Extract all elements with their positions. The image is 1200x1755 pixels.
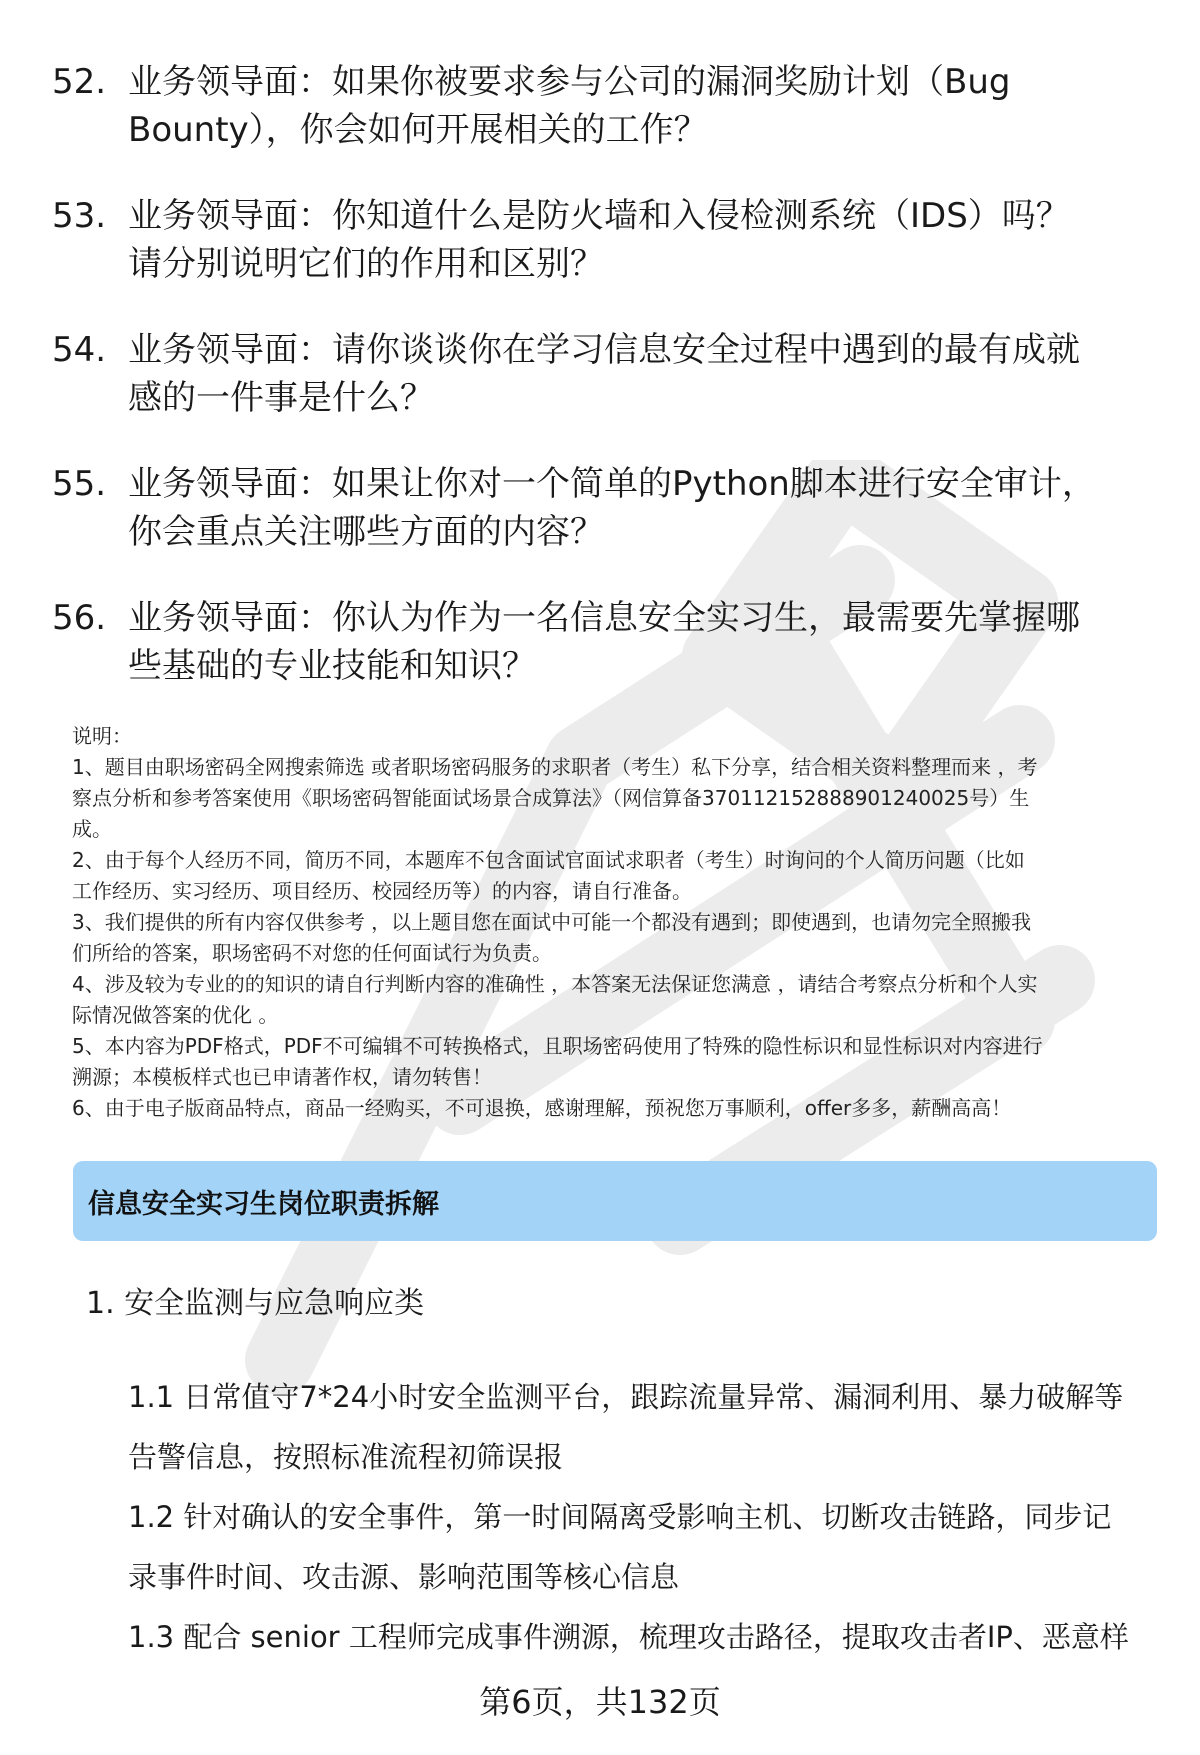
question-text-line: 业务领导面：如果让你对一个简单的Python脚本进行安全审计， [128,464,1096,504]
question-item [52,460,1152,556]
question-item [52,58,1152,154]
notes-line: 工作经历、实习经历、项目经历、校园经历等）的内容，请自行准备。 [72,879,692,903]
question-item [52,326,1152,422]
notes-line: 4、涉及较为专业的的知识的请自行判断内容的准确性 ，本答案无法保证您满意 ，请结合考察点分析和个人实 [72,972,1038,996]
duty-line: 录事件时间、攻击源、影响范围等核心信息 [128,1560,680,1594]
question-number: 52. [52,62,107,102]
question-number: 56. [52,598,107,638]
question-text-line: 业务领导面：请你谈谈你在学习信息安全过程中遇到的最有成就 [128,330,1080,370]
question-text-line: 请分别说明它们的作用和区别？ [128,244,604,284]
question-text-line: 你会重点关注哪些方面的内容？ [128,512,604,552]
question-list [52,58,1152,728]
question-number: 55. [52,464,107,504]
question-item [52,192,1152,288]
question-text-line: 业务领导面：你认为作为一名信息安全实习生，最需要先掌握哪 [128,598,1080,638]
notes-line: 溯源；本模板样式也已申请著作权，请勿转售！ [72,1065,492,1089]
notes-line: 察点分析和参考答案使用《职场密码智能面试场景合成算法》（网信算备370112152888901240025号）生 [72,786,1030,810]
notes-line: 3、我们提供的所有内容仅供参考 ，以上题目您在面试中可能一个都没有遇到；即使遇到，也请勿完全照搬我 [72,910,1032,934]
question-text-line: Bounty），你会如何开展相关的工作？ [128,110,708,150]
question-text-line: 些基础的专业技能和知识？ [128,646,536,686]
notes-line: 6、由于电子版商品特点，商品一经购买，不可退换，感谢理解，预祝您万事顺利，offer多多，薪酬高高！ [72,1096,1012,1120]
duty-line: 1.3 配合 senior 工程师完成事件溯源，梳理攻击路径，提取攻击者IP、恶意样 [128,1620,1129,1654]
notes-line: 际情况做答案的优化 。 [72,1003,279,1027]
section-heading: 1. 安全监测与应急响应类 [86,1286,425,1321]
question-number: 54. [52,330,107,370]
question-text-line: 感的一件事是什么？ [128,378,434,418]
section-banner [73,1161,1157,1241]
question-text-line: 业务领导面：如果你被要求参与公司的漏洞奖励计划（Bug [128,62,1011,102]
notes-title: 说明： [72,724,132,748]
notes-line: 们所给的答案，职场密码不对您的任何面试行为负责。 [72,941,552,965]
duty-line: 1.2 针对确认的安全事件，第一时间隔离受影响主机、切断攻击链路，同步记 [128,1500,1112,1534]
duty-line: 1.1 日常值守7*24小时安全监测平台，跟踪流量异常、漏洞利用、暴力破解等 [128,1380,1124,1414]
question-item [52,594,1152,690]
page-footer: 第6页，共132页 [479,1683,721,1721]
notes-line: 5、本内容为PDF格式，PDF不可编辑不可转换格式，且职场密码使用了特殊的隐性标识和显性标识对内容进行 [72,1034,1043,1058]
question-text-line: 业务领导面：你知道什么是防火墙和入侵检测系统（IDS）吗？ [128,196,1070,236]
section-banner-title: 信息安全实习生岗位职责拆解 [88,1188,439,1220]
notes-line: 1、题目由职场密码全网搜索筛选 或者职场密码服务的求职者（考生）私下分享，结合相关资料整理而来 ，考 [72,755,1038,779]
notes-section [72,721,1162,1124]
duty-line: 告警信息，按照标准流程初筛误报 [128,1440,564,1474]
question-number: 53. [52,196,107,236]
notes-line: 成。 [72,817,112,841]
duty-list [128,1367,1148,1667]
notes-line: 2、由于每个人经历不同，简历不同，本题库不包含面试官面试求职者（考生）时询问的个人简历问题（比如 [72,848,1025,872]
